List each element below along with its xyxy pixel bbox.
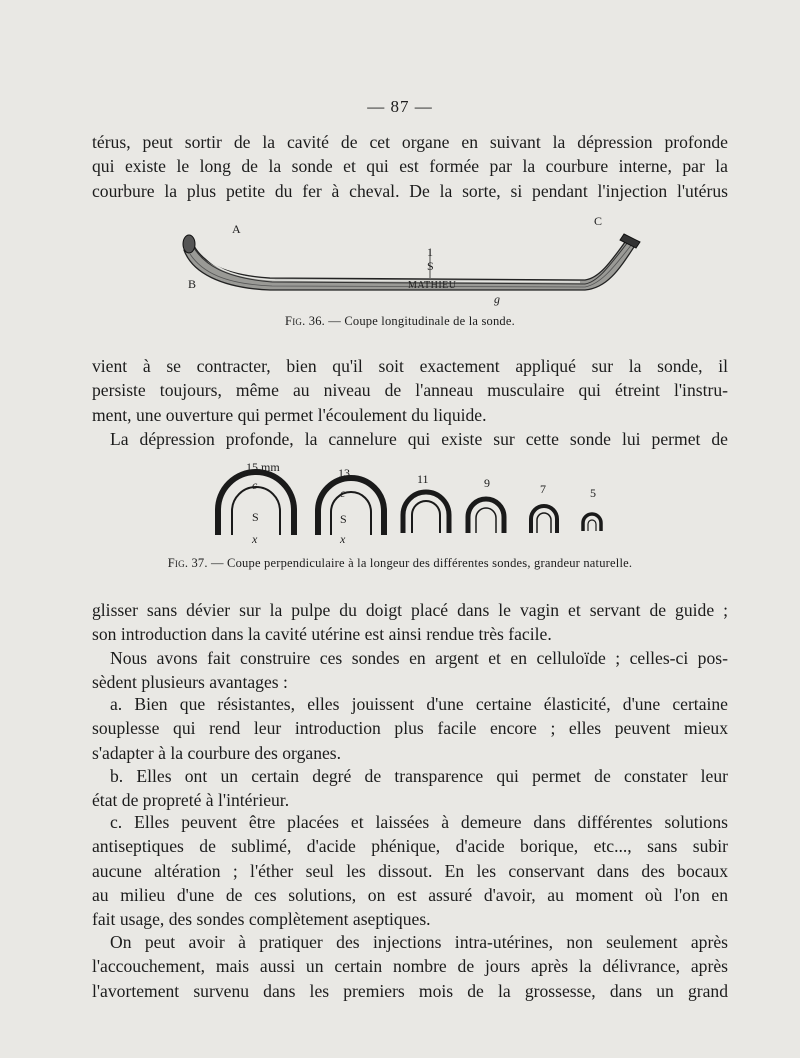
text-line: son introduction dans la cavité utérine est ainsi rendue très facile.	[92, 624, 552, 645]
text-line: c. Elles peuvent être placées et laissées à demeure dans différentes solutions	[110, 812, 728, 832]
figure-label-number: 1	[427, 245, 433, 259]
size-label: 15 mm	[246, 460, 280, 474]
text-line: fait usage, des sondes complètement aseptiques.	[92, 909, 431, 930]
maker-stamp: MATHIEU	[408, 280, 457, 291]
text-line: On peut avoir à pratiquer des injections intra-utérines, non seulement après	[110, 932, 728, 952]
figure-label-c: C	[594, 214, 603, 228]
label-x: x	[340, 532, 346, 546]
caption-text: — Coupe longitudinale de la sonde.	[324, 314, 515, 328]
text-line: qui existe le long de la sonde et qui est formée par la courbure interne, par la	[92, 156, 728, 177]
label-x: x	[252, 532, 258, 546]
text-line: antiseptiques de sublimé, d'acide phénique, d'acide borique, etc..., sans subir	[92, 836, 728, 857]
figure-36-caption	[0, 314, 800, 329]
text-line: courbure la plus petite du fer à cheval. De la sorte, si pendant l'injection l'utérus	[92, 180, 728, 201]
label-c: c	[340, 486, 346, 500]
paragraph	[92, 598, 728, 647]
label-s: S	[252, 510, 259, 524]
text-line: térus, peut sortir de la cavité de cet organe en suivant la dépression profonde	[92, 132, 728, 152]
size-label: 13	[338, 466, 350, 480]
label-c: c	[252, 478, 258, 492]
text-line: vient à se contracter, bien qu'il soit exactement appliqué sur la sonde, il	[92, 356, 728, 376]
text-line: souplesse qui rend leur introduction plus facile encore ; elles peuvent mieux	[92, 718, 728, 739]
figure-number: Fig. 36.	[285, 314, 325, 328]
figure-label-g: g	[494, 292, 500, 306]
figure-label-a: A	[232, 222, 241, 236]
text-line: b. Elles ont un certain degré de transparence qui permet de constater leur	[110, 766, 728, 786]
figure-37-caption	[0, 556, 800, 571]
text-line: s'adapter à la courbure des organes.	[92, 742, 342, 763]
text-line: sèdent plusieurs avantages :	[92, 672, 288, 693]
paragraph	[92, 427, 728, 451]
text-line: ment, une ouverture qui permet l'écoulement du liquide.	[92, 404, 487, 425]
text-line: a. Bien que résistantes, elles jouissent d'une certaine élasticité, d'une certaine	[110, 694, 728, 714]
size-label: 11	[417, 472, 429, 486]
text-line: au milieu d'une de ces solutions, on est assuré d'avoir, au moment où l'on en	[92, 884, 728, 905]
paragraph	[92, 354, 728, 427]
paragraph-item-a	[92, 692, 728, 765]
paragraph-item-b	[92, 764, 728, 813]
text-line: Nous avons fait construire ces sondes en argent et en celluloïde ; celles-ci pos-	[110, 648, 728, 668]
size-label: 9	[484, 476, 490, 490]
text-line: l'accouchement, mais aussi un certain nombre de jours après la délivrance, après	[92, 956, 728, 977]
size-label: 7	[540, 482, 546, 496]
caption-text: — Coupe perpendiculaire à la longeur des différentes sondes, grandeur naturelle.	[207, 556, 633, 570]
page-number: — 87 —	[367, 97, 433, 116]
text-line: l'avortement survenu dans les premiers mois de la grossesse, dans un grand	[92, 980, 728, 1001]
figure-label-b: B	[188, 277, 197, 291]
text-line: La dépression profonde, la cannelure qui existe sur cette sonde lui permet de	[110, 429, 728, 449]
figure-label-s: S	[427, 259, 434, 273]
label-s: S	[340, 512, 347, 526]
size-label: 5	[590, 486, 596, 500]
text-line: glisser sans dévier sur la pulpe du doigt placé dans le vagin et servant de guide ;	[92, 600, 728, 620]
text-line: état de propreté à l'intérieur.	[92, 790, 290, 811]
paragraph-item-c	[92, 810, 728, 931]
figure-number: Fig. 37.	[167, 556, 208, 570]
text-line: persiste toujours, même au niveau de l'anneau musculaire qui étreint l'instru-	[92, 380, 728, 401]
catheter-longitudinal-illustration	[180, 220, 650, 310]
paragraph	[92, 930, 728, 1003]
text-line: aucune altération ; l'éther seul les dissout. En les conservant dans des bocaux	[92, 860, 728, 881]
paragraph	[92, 646, 728, 695]
paragraph-continuation	[92, 130, 728, 203]
